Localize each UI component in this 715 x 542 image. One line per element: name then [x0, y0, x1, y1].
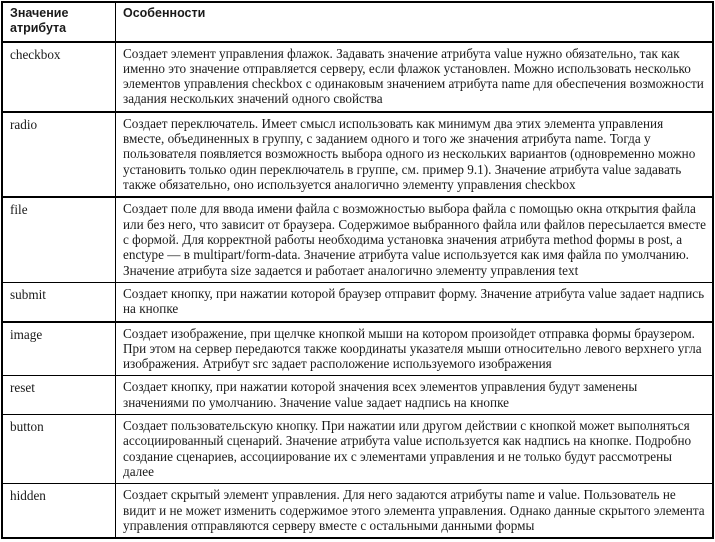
- header-attribute-value: Значение атрибута: [2, 2, 116, 42]
- description-cell: Создает пользовательскую кнопку. При нажатии или другом действии с кнопкой может выполняться ассоциированный сценарий. Значение атрибута value используется как надпись на кнопке. Подробно создание сценариев, ассоциирование их с элементами управления и не только будут рассмотрены далее: [116, 415, 714, 484]
- table-row-button: [2, 415, 713, 484]
- attribute-value-cell: button: [2, 415, 116, 484]
- table-header-row: [2, 2, 713, 42]
- table-row-hidden: [2, 484, 713, 538]
- attribute-value-cell: checkbox: [2, 42, 116, 112]
- attribute-value-cell: radio: [2, 112, 116, 198]
- table-row-reset: [2, 376, 713, 415]
- table-row-checkbox: [2, 42, 713, 112]
- description-cell: Создает кнопку, при нажатии которой браузер отправит форму. Значение атрибута value задает надпись на кнопке: [116, 282, 714, 321]
- table-row-file: [2, 197, 713, 282]
- attribute-value-cell: reset: [2, 376, 116, 415]
- table-row-image: [2, 322, 713, 376]
- attribute-value-cell: submit: [2, 282, 116, 321]
- description-cell: Создает изображение, при щелчке кнопкой мыши на котором произойдет отправка формы браузером. При этом на сервер передаются также координаты указателя мыши относительно левого верхнего угла изображения. Атрибут src задает расположение используемого изображения: [116, 322, 714, 376]
- description-cell: Создает кнопку, при нажатии которой значения всех элементов управления будут заменены значениями по умолчанию. Значение value задает надпись на кнопке: [116, 376, 714, 415]
- description-cell: Создает скрытый элемент управления. Для него задаются атрибуты name и value. Пользователь не видит и не может изменить содержимое этого элемента управления. Однако данные скрытого элемента управления отправляются серверу вместе с остальными данными формы: [116, 484, 714, 538]
- description-cell: Создает поле для ввода имени файла с возможностью выбора файла с помощью окна открытия файла или без него, что зависит от браузера. Содержимое выбранного файла или файлов пересылается вместе с формой. Для корректной работы необходима установка значения атрибута method формы в post, а enctype — в multipart/form-data. Значение атрибута value используется как имя файла по умолчанию. Значение атрибута size задается и работает аналогично элементу управления text: [116, 197, 714, 282]
- attribute-value-cell: file: [2, 197, 116, 282]
- description-cell: Создает переключатель. Имеет смысл использовать как минимум два этих элемента управления вместе, объединенных в группу, с заданием одного и того же значения атрибута name. Тогда у пользователя появляется возможность выбора одного из нескольких вариантов (одновременно можно установить только один переключатель в группе, см. пример 9.1). Значение атрибута value задавать также обязательно, оно используется аналогично элементу управления checkbox: [116, 112, 714, 198]
- input-attribute-table: [1, 1, 714, 539]
- table-row-radio: [2, 112, 713, 198]
- description-cell: Создает элемент управления флажок. Задавать значение атрибута value нужно обязательно, так как именно это значение отправляется серверу, если флажок установлен. Можно использовать несколько элементов управления checkbox с одинаковым значением атрибута name для обеспечения возможности задания нескольких значений одного свойства: [116, 42, 714, 112]
- header-features: Особенности: [116, 2, 714, 42]
- attribute-value-cell: image: [2, 322, 116, 376]
- table-row-submit: [2, 282, 713, 321]
- attribute-value-cell: hidden: [2, 484, 116, 538]
